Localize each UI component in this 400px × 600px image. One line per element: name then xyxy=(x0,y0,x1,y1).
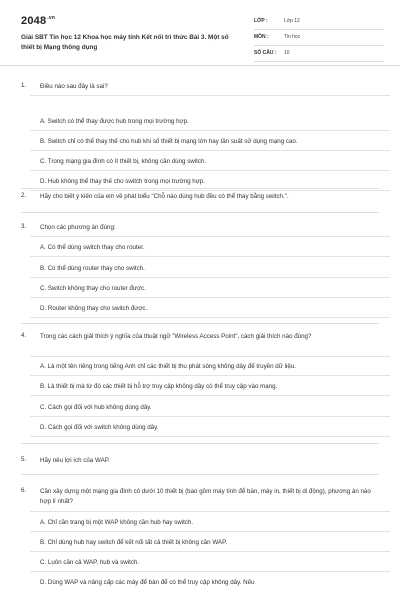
option-divider xyxy=(30,236,390,237)
question-text: Hãy cho biết ý kiến của em về phát biểu "Chỗ nào dùng hub đều có thể thay bằng switch.". xyxy=(40,193,289,200)
question-option: A. Chỉ cần trang bị một WAP không cần hub hay switch. xyxy=(40,519,194,526)
question-text: Chọn các phương án đúng: xyxy=(40,224,116,231)
logo-suffix: .vn xyxy=(47,15,56,22)
option-divider xyxy=(30,297,390,298)
option-divider xyxy=(30,170,390,171)
option-divider xyxy=(30,551,390,552)
meta-value: Lớp 12 xyxy=(284,18,300,24)
meta-key: LỚP : xyxy=(254,18,268,24)
option-divider xyxy=(30,277,390,278)
question-option: A. Switch có thể thay được hub trong mọi trường hợp. xyxy=(40,118,189,125)
document-header xyxy=(0,0,400,66)
meta-key: MÔN : xyxy=(254,34,269,40)
option-divider xyxy=(30,150,390,151)
question-separator xyxy=(21,443,379,444)
question-option: D. Dùng WAP và nâng cấp các máy để bàn để có thể truy cập không dây. Nếu xyxy=(40,579,255,586)
meta-row-class xyxy=(254,14,384,30)
option-divider xyxy=(30,571,390,572)
question-option: C. Trong mạng gia đình có ít thiết bị, không cần dùng switch. xyxy=(40,158,207,165)
question-text: Hãy nêu lợi ích của WAP. xyxy=(40,457,110,464)
question-option: D. Hub không thể thay thế cho switch trong mọi trường hợp. xyxy=(40,178,205,185)
question-number: 5. xyxy=(21,456,27,463)
question-option: C. Cách gọi đối với hub không dùng dây. xyxy=(40,404,152,411)
question-separator xyxy=(21,188,379,189)
question-number: 1. xyxy=(21,82,27,89)
question-number: 3. xyxy=(21,223,27,230)
option-divider xyxy=(30,436,390,437)
question-option: C. Luôn cần cả WAP, hub và switch. xyxy=(40,559,140,566)
meta-value: 10 xyxy=(284,50,290,56)
meta-row-subject xyxy=(254,30,384,46)
option-divider xyxy=(30,256,390,257)
logo-main: 2048 xyxy=(21,15,47,27)
meta-row-count xyxy=(254,46,384,62)
document-title: Giải SBT Tin học 12 Khoa học máy tính Kết nối tri thức Bài 3. Một số thiết bị Mạng thông dụng xyxy=(21,34,229,51)
option-divider xyxy=(30,95,390,96)
option-divider xyxy=(30,511,390,512)
question-number: 6. xyxy=(21,487,27,494)
meta-key: SỐ CÂU : xyxy=(254,50,277,56)
option-divider xyxy=(30,531,390,532)
question-option: B. Switch chỉ có thể thay thế cho hub khi số thiết bị mạng lớn hay tần suất sử dụng mạng cao. xyxy=(40,138,298,145)
question-text: Điều nào sau đây là sai? xyxy=(40,83,108,90)
question-list xyxy=(0,66,400,600)
site-logo[interactable] xyxy=(21,15,55,27)
question-option: B. Có thể dùng router thay cho switch. xyxy=(40,265,145,272)
option-divider xyxy=(30,356,390,357)
question-separator xyxy=(21,474,379,475)
question-option: B. Chỉ dùng hub hay switch để kết nối tất cả thiết bị không cần WAP. xyxy=(40,539,228,546)
option-divider xyxy=(30,395,390,396)
question-number: 4. xyxy=(21,332,27,339)
question-option: D. Router không thay cho switch được. xyxy=(40,305,148,312)
option-divider xyxy=(30,317,390,318)
question-option: C. Switch không thay cho router được. xyxy=(40,285,146,292)
question-option: A. Có thể dùng switch thay cho router. xyxy=(40,244,145,251)
option-divider xyxy=(30,190,390,191)
question-separator xyxy=(21,323,379,324)
option-divider xyxy=(30,375,390,376)
document-meta xyxy=(254,14,384,62)
meta-value: Tin học xyxy=(284,34,301,40)
question-option: D. Cách gọi đối với switch không dùng dây. xyxy=(40,424,159,431)
question-option: A. Là một tên riêng trong tiếng Anh chỉ các thiết bị thu phát sóng không dây để truyền dữ liệu. xyxy=(40,363,296,370)
option-divider xyxy=(30,130,390,131)
question-number: 2. xyxy=(21,192,27,199)
question-separator xyxy=(21,212,379,213)
question-text: Trong các cách giải thích ý nghĩa của thuật ngữ "Wireless Access Point", cách giải thích nào đúng? xyxy=(40,333,312,340)
option-divider xyxy=(30,416,390,417)
question-option: B. Là thiết bị mà từ đó các thiết bị hỗ trợ truy cập không dây có thể truy cập vào mạng. xyxy=(40,383,278,390)
question-text: Cần xây dựng một mạng gia đình có dưới 10 thiết bị (bao gồm máy tính để bàn, máy in, thiết bị di động), phương án nào hợp lí nhất? xyxy=(40,488,371,505)
